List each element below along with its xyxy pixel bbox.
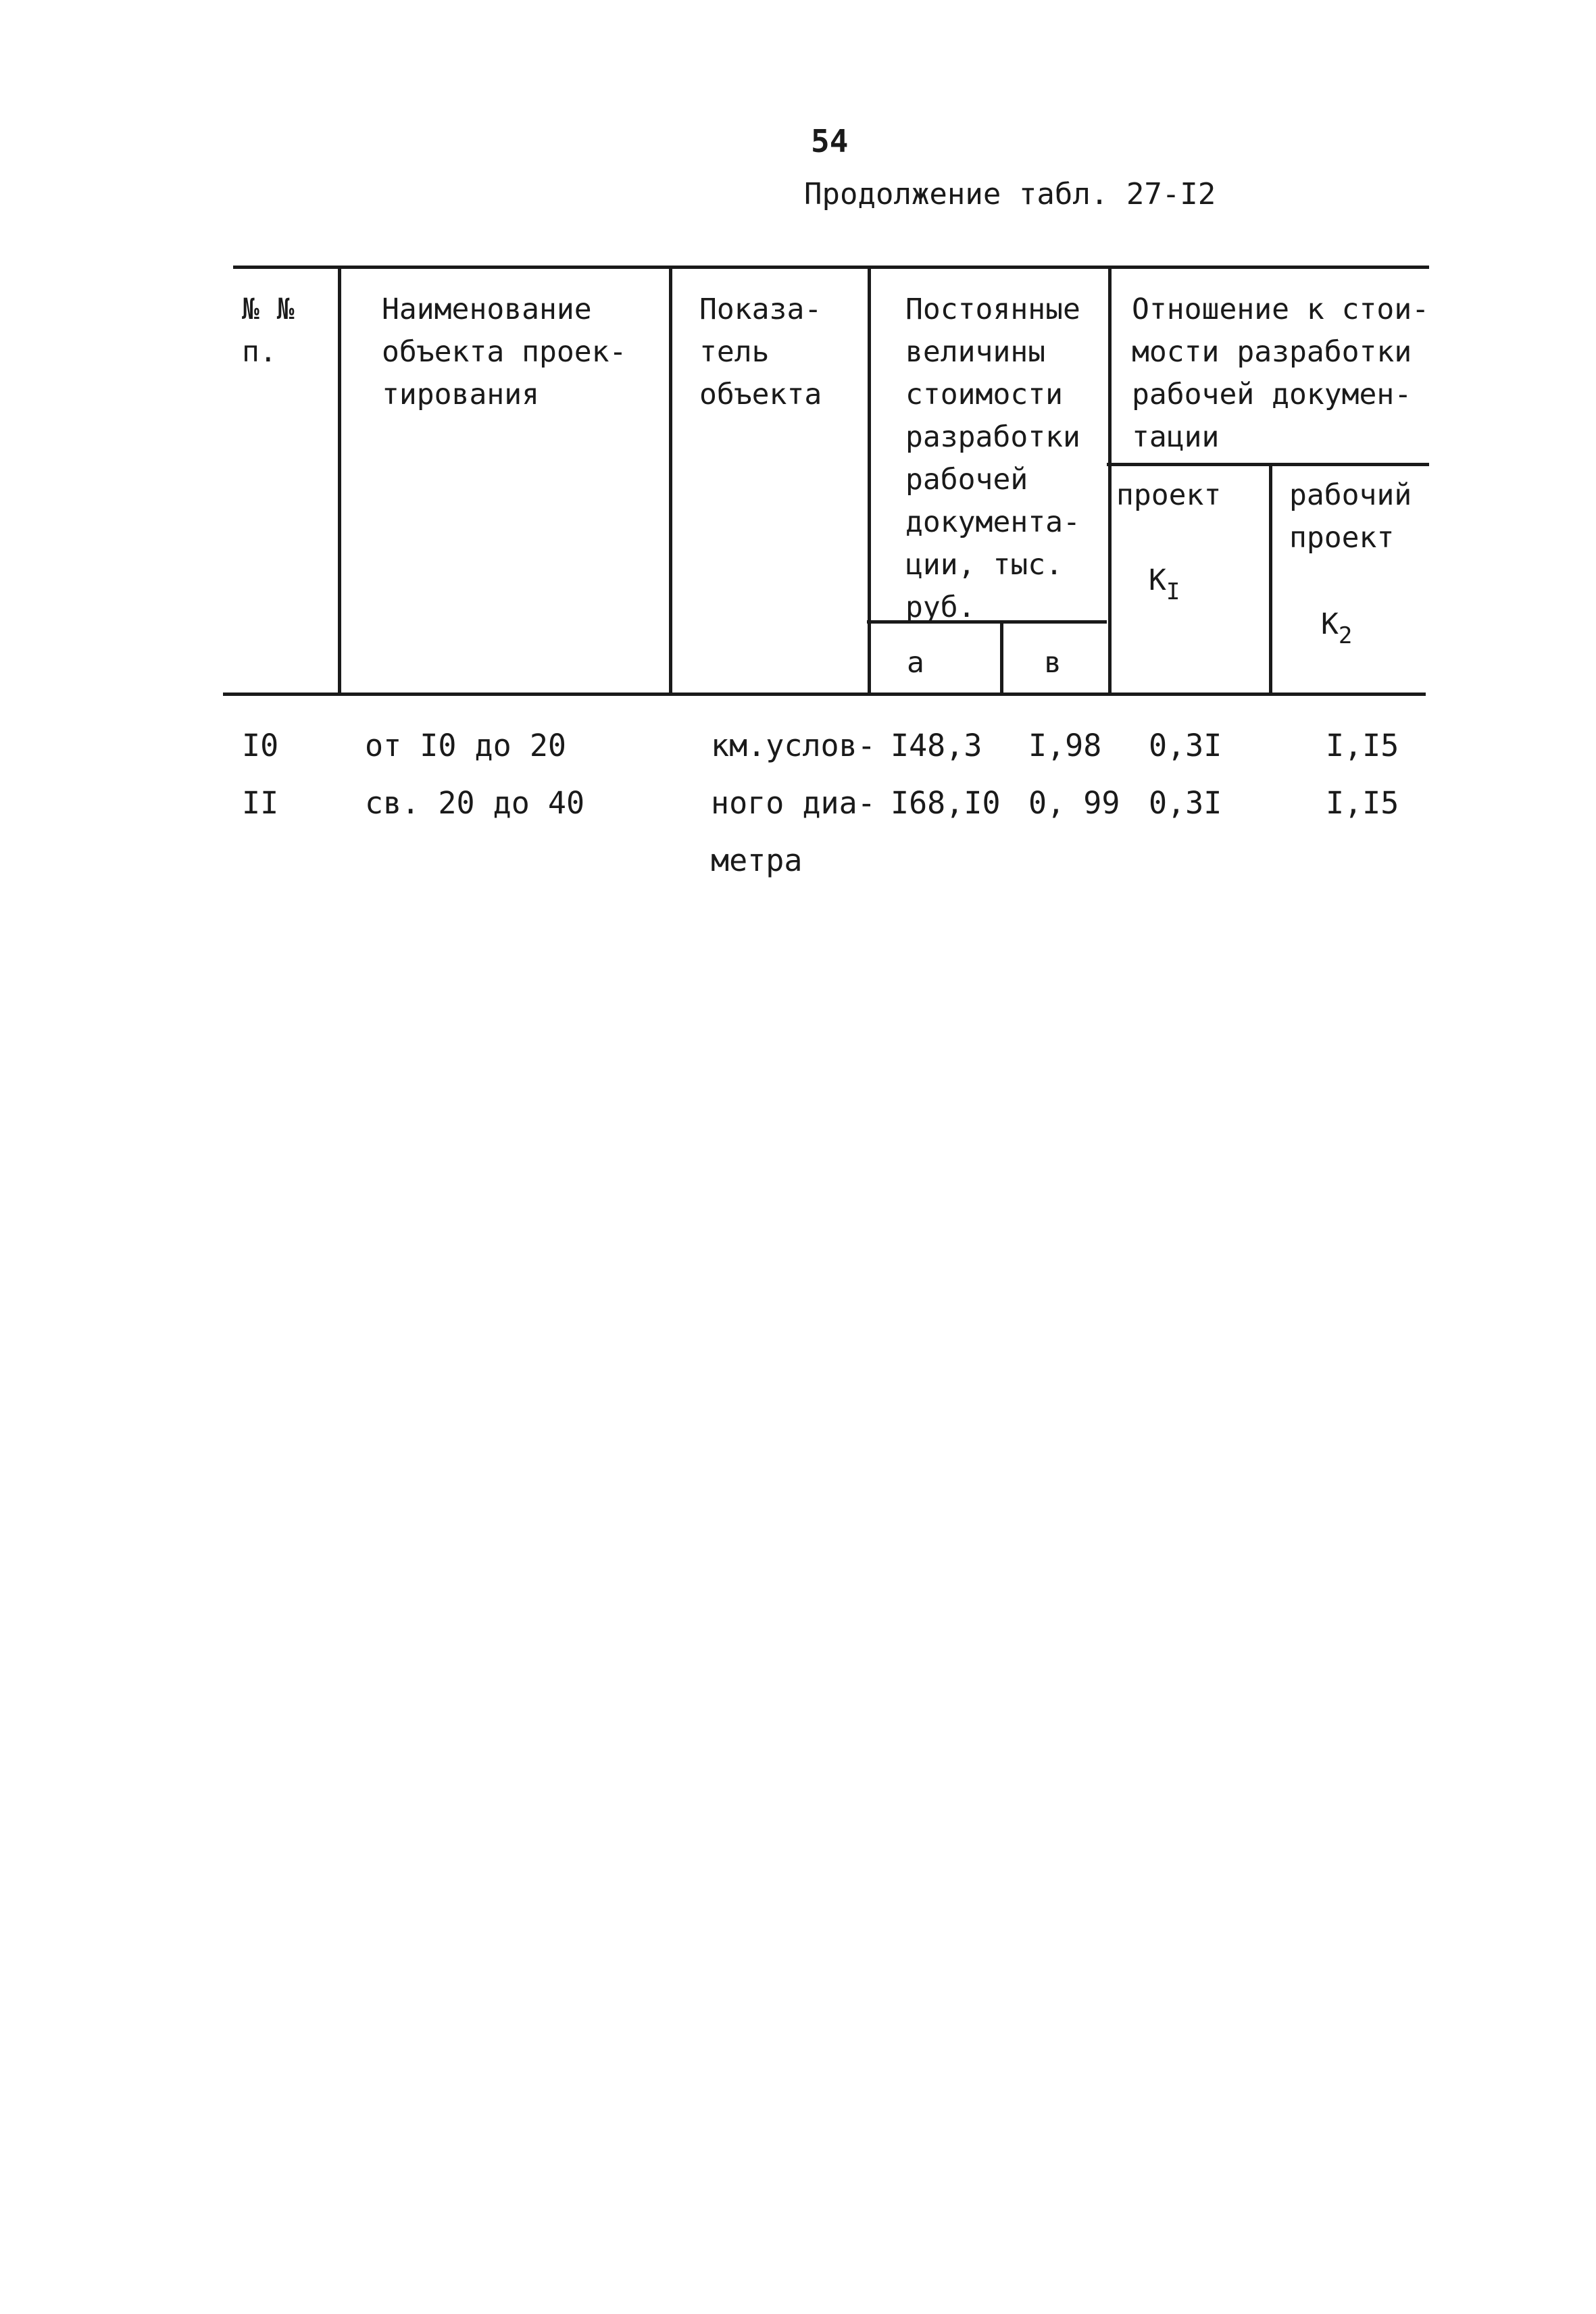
col-divider-ab (1000, 620, 1003, 694)
page-number: 54 (811, 123, 849, 159)
row1-k1: 0,3I (1149, 728, 1222, 763)
row1-value-b: I,98 (1028, 728, 1102, 763)
header-col-b: в (1044, 646, 1062, 680)
row1-k2: I,I5 (1326, 728, 1399, 763)
row1-value-a: I48,3 (891, 728, 982, 763)
row2-k2: I,I5 (1326, 785, 1399, 821)
col-divider-4 (1108, 266, 1112, 694)
row1-object-name: от I0 до 20 (365, 728, 567, 763)
row2-value-a: I68,I0 (891, 785, 1001, 821)
header-constant-values: Постоянные величины стоимости разработки рабочей документа- ции, тыс. руб. (905, 293, 1080, 624)
header-col-a: а (907, 646, 924, 680)
col-divider-k (1269, 463, 1272, 694)
indicator-continuation: метра (711, 842, 803, 878)
row1-indicator: км.услов- (711, 728, 876, 763)
table-caption: Продолжение табл. 27-I2 (804, 177, 1216, 211)
header-project-label: проект (1116, 478, 1222, 512)
col-divider-2 (669, 266, 672, 694)
col-divider-1 (338, 266, 341, 694)
header-object-name: Наименование объекта проек- тирования (382, 293, 627, 411)
row2-value-b: 0, 99 (1028, 785, 1120, 821)
header-working-project-k2 (1321, 561, 1352, 657)
header-project-k1 (1149, 517, 1180, 613)
header-cost-ratio: Отношение к стои- мости разработки рабочей докумен- тации (1132, 293, 1430, 454)
table-header-bottom-border (223, 693, 1426, 696)
ratio-subheader-divider (1107, 463, 1429, 466)
k2-subscript: 2 (1338, 622, 1353, 649)
k1-subscript: I (1166, 578, 1180, 605)
header-number: № № п. (242, 293, 295, 369)
table-top-border (233, 266, 1429, 269)
row1-number: I0 (242, 728, 279, 763)
k1-symbol: К (1149, 563, 1166, 597)
row2-k1: 0,3I (1149, 785, 1222, 821)
header-indicator: Показа- тель объекта (699, 293, 822, 411)
row2-number: II (242, 785, 279, 821)
row2-indicator: ного диа- (711, 785, 876, 821)
col-divider-3 (868, 266, 871, 694)
row2-object-name: св. 20 до 40 (365, 785, 585, 821)
k2-symbol: К (1321, 607, 1339, 641)
header-working-project-label: рабочий проект (1289, 478, 1412, 555)
